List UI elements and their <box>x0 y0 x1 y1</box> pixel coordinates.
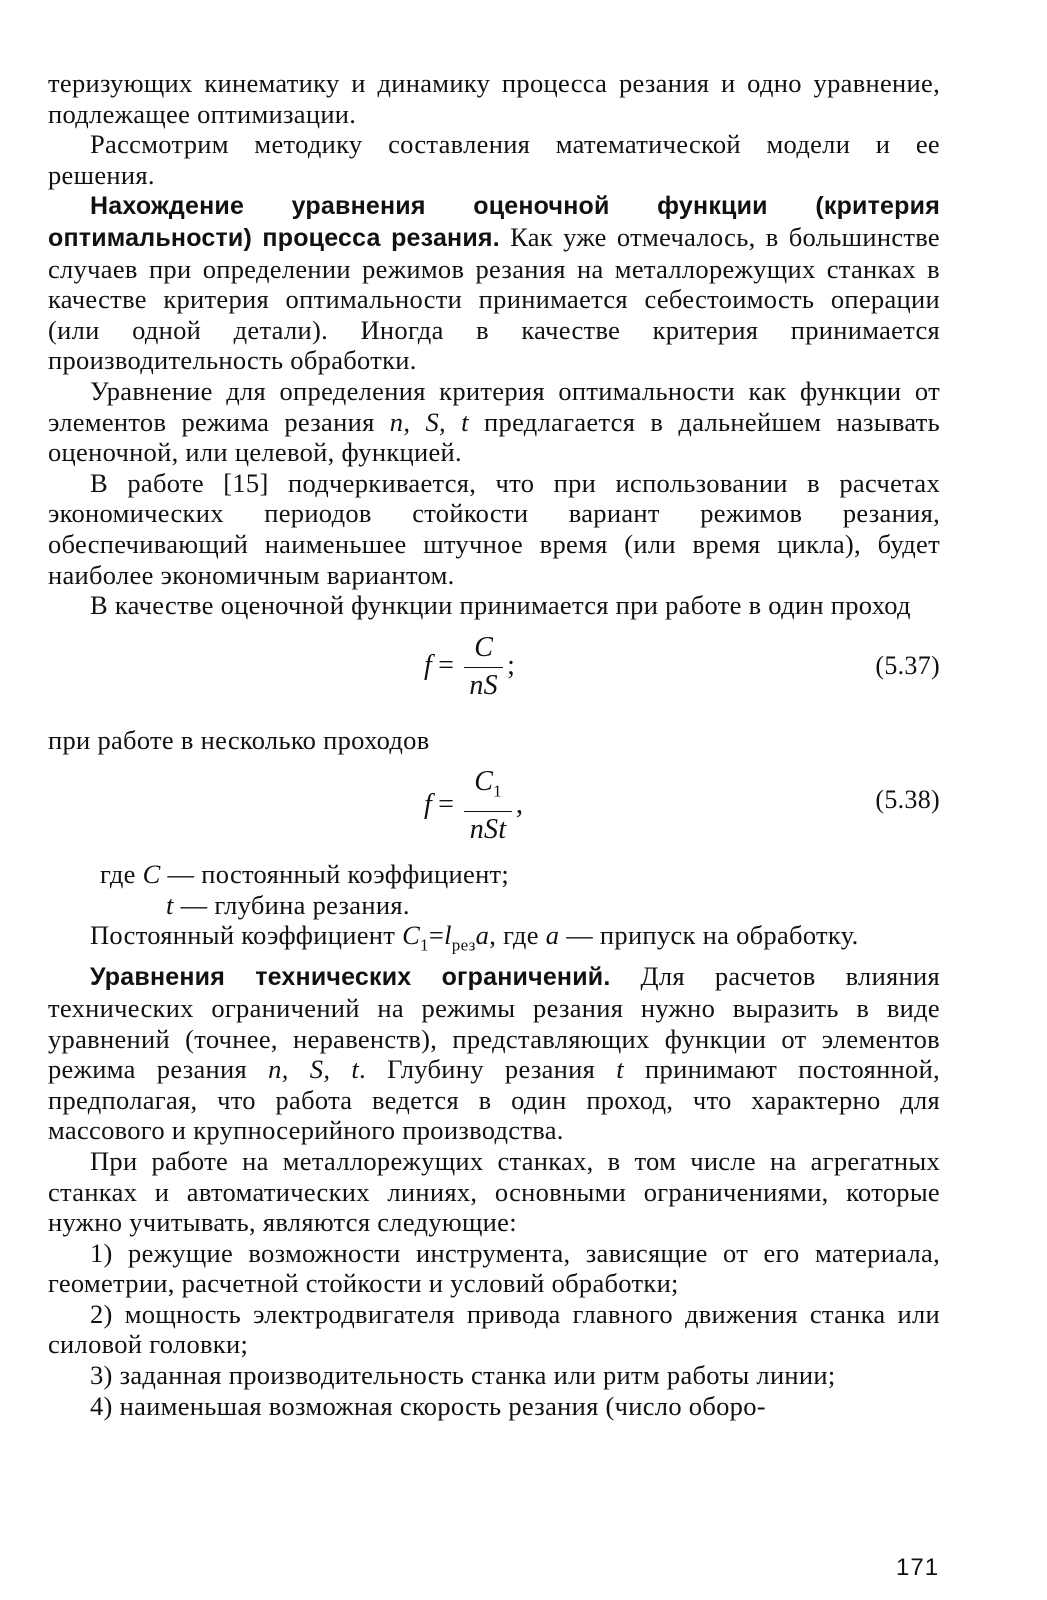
list-item-4: 4) наименьшая возможная скорость резания (число оборо- <box>90 1390 766 1421</box>
numerator-symbol: C <box>474 766 494 798</box>
fraction-numerator: C <box>464 631 503 668</box>
formula-equals: = <box>438 789 455 821</box>
paragraph-5: В работе [15] подчеркивается, что при использовании в расчетах экономических периодов стойкости вариант режимов резания, обеспечивающий наименьшее штучное время (или время цикла), будет наиболее экономичным вариантом. <box>48 467 940 590</box>
symbol-l-subscript: рез <box>451 935 476 955</box>
equals-sign: = <box>428 920 445 951</box>
symbol-a: a <box>475 920 490 951</box>
fraction-denominator: nSt <box>469 813 507 845</box>
list-item-3: 3) заданная производительность станка или ритм работы линии; <box>90 1360 836 1391</box>
paragraph-4 <box>48 376 940 468</box>
paragraph-4-text-a: Уравнение для определения критерия оптимальности как функции от элементов режима резания <box>48 375 940 437</box>
formula-5-38 <box>48 759 940 855</box>
where-line-2 <box>48 890 940 921</box>
paragraph-4-text-b: предлагается в дальнейшем называть оценочной, или целевой, функцией. <box>48 406 941 468</box>
page-body <box>48 68 940 1421</box>
paragraph-10: При работе на металлорежущих станках, в том числе на агрегатных станках и автоматических линиях, основными ограничениями, которые нужно учитывать, являются следующие: <box>48 1145 940 1238</box>
symbol-c-subscript: 1 <box>420 935 429 955</box>
symbol-a-2: a <box>545 920 560 951</box>
where-var-c: C <box>142 859 161 890</box>
symbol-c: C <box>402 920 421 951</box>
paragraph-8-text: Постоянный коэффициент <box>90 920 403 951</box>
numerator-subscript: 1 <box>493 781 502 801</box>
fraction <box>464 631 503 702</box>
paragraph-4-vars: n, S, t <box>389 406 469 437</box>
paragraph-8 <box>48 920 940 961</box>
page-number: 171 <box>896 1554 940 1581</box>
formula-equals: = <box>438 649 455 681</box>
formula-5-37-expression <box>424 631 515 702</box>
section-heading-criterion: Нахождение уравнения оценочной функции (критерия оптимальности) процесса резания. <box>48 192 940 252</box>
formula-lhs: f <box>424 649 433 681</box>
list-item-2: 2) мощность электродвигателя привода главного движения станка или силовой головки; <box>48 1298 940 1360</box>
paragraph-1: теризующих кинематику и динамику процесса резания и одно уравнение, подлежащее оптимизации. <box>48 68 940 129</box>
equation-number: (5.38) <box>875 785 940 815</box>
paragraph-9-text-a: Для расчетов влияния технических ограничений на режимы резания нужно выразить в виде уравнений (точнее, неравенств), представляющих функции от элементов режима резания <box>48 961 940 1085</box>
where-var-t: t <box>166 889 174 920</box>
paragraph-6: В качестве оценочной функции принимается при работе в один проход <box>90 590 911 621</box>
paragraph-9-text-c: принимают постоянной, предполагая, что работа ведется в один проход, что характерно для массового и крупносерийного производства. <box>48 1054 940 1146</box>
equation-number: (5.37) <box>875 650 940 680</box>
where-desc-c: — постоянный коэффициент; <box>160 859 510 890</box>
paragraph-8-desc: — припуск на обработку. <box>559 920 859 951</box>
paragraph-3 <box>48 190 940 376</box>
paragraph-2: Рассмотрим методику составления математической модели и ее решения. <box>48 129 940 190</box>
formula-punct: ; <box>507 649 516 681</box>
paragraph-9-var-t: t <box>616 1054 624 1085</box>
where-desc-t: — глубина резания. <box>173 889 410 920</box>
formula-punct: , <box>515 789 524 821</box>
where-line-1 <box>48 859 940 890</box>
formula-5-37 <box>48 625 940 721</box>
fraction <box>464 765 512 846</box>
paragraph-9-vars: n, S, t <box>268 1054 360 1085</box>
paragraph-3-body: Как уже отмечалось, в большинстве случаев при определении режимов резания на металлорежущих станках в качестве критерия оптимальности принимается себестоимость операции (или одной детали). Иногда в качестве критерия принимается производительность обработки. <box>48 221 940 376</box>
formula-lhs: f <box>424 789 433 821</box>
where-word: где <box>100 859 143 890</box>
paragraph-9-text-b: . Глубину резания <box>359 1054 617 1085</box>
paragraph-7: при работе в несколько проходов <box>48 724 430 755</box>
fraction-denominator: nS <box>469 669 498 701</box>
fraction-numerator <box>464 765 512 812</box>
formula-5-38-expression <box>424 765 523 846</box>
section-heading-constraints: Уравнения технических ограничений. <box>90 963 611 992</box>
symbol-l: l <box>444 920 452 951</box>
paragraph-9 <box>48 961 940 1146</box>
paragraph-8-where: , где <box>489 920 546 951</box>
list-item-1: 1) режущие возможности инструмента, зависящие от его материала, геометрии, расчетной стойкости и условий обработки; <box>48 1237 940 1299</box>
